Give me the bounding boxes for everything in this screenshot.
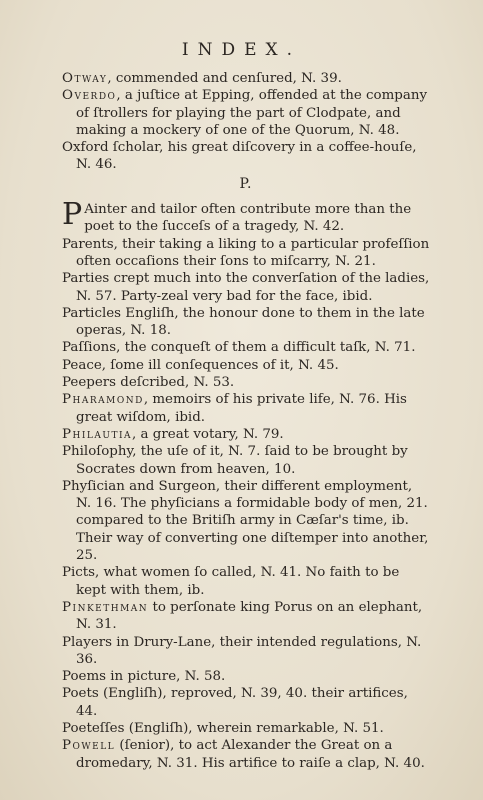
index-entry <box>62 634 430 669</box>
section-letter: P. <box>239 175 253 192</box>
index-entry <box>62 443 430 478</box>
index-entry-text: Poeteſſes (Engliſh), wherein remarkable, N. 51. <box>62 720 384 736</box>
index-entry-headword: Overdo <box>62 88 117 104</box>
index-entry <box>62 478 430 564</box>
index-entry <box>62 668 430 685</box>
index-entry-headword: Powell <box>62 738 116 754</box>
index-entry-text: Ainter and tailor often contribute more than the poet to the ſucceſs of a tragedy, N. 42. <box>84 202 412 235</box>
index-entry <box>62 270 430 305</box>
index-entry-headword: Philautia <box>62 426 133 442</box>
index-entry <box>62 70 430 87</box>
index-entry <box>62 357 430 374</box>
index-entry <box>62 391 430 426</box>
index-entry-text: Parents, their taking a liking to a particular profeſſion often occaſions their ſons to miſcarry, N. 21. <box>62 236 430 269</box>
index-entry <box>62 426 430 443</box>
drop-cap: P <box>62 197 83 233</box>
index-entry-text: Poets (Engliſh), reproved, N. 39, 40. their artifices, 44. <box>62 686 408 719</box>
index-entry-headword: Pharamond <box>62 392 144 408</box>
index-entry <box>62 720 430 737</box>
index-entry-headword: Otway <box>62 71 108 86</box>
index-entry-text: Picts, what women ſo called, N. 41. No faith to be kept with them, ib. <box>62 565 400 598</box>
index-entry-first-p <box>62 197 430 236</box>
index-entry-headword: Pinkethman <box>62 599 149 615</box>
index-entry-text: Players in Drury-Lane, their intended regulations, N. 36. <box>62 634 422 667</box>
index-entry <box>62 374 430 391</box>
index-entry <box>62 685 430 720</box>
index-entry-text: Poems in picture, N. 58. <box>62 669 226 685</box>
index-entry-text: Paſſions, the conqueſt of them a difficult taſk, N. 71. <box>62 340 416 356</box>
index-entry-text: , a great votary, N. 79. <box>132 426 284 442</box>
index-entry <box>62 139 430 174</box>
index-entry-text: , a juſtice at Epping, offended at the company of ſtrollers for playing the part of Clodpate, and making a mockery of one of the Quorum, N. 48. <box>76 88 428 138</box>
index-entry <box>62 87 430 139</box>
index-entry <box>62 236 430 271</box>
index-entries <box>62 70 430 772</box>
index-entry-text: , memoirs of his private life, N. 76. His great wiſdom, ibid. <box>76 392 407 425</box>
index-entry-text: Phyſician and Surgeon, their different employment, N. 16. The phyſicians a formidable body of men, 21. compared to the Britiſh army in Cæſar's time, ib. Their way of converting one diſtemper into another, 25. <box>62 478 429 564</box>
index-entry <box>62 339 430 356</box>
index-entry-text: Oxford ſcholar, his great diſcovery in a coffee-houſe, N. 46. <box>62 140 417 173</box>
entries-after-section <box>62 236 430 772</box>
index-entry <box>62 305 430 340</box>
index-entry-text: Peace, ſome ill conſequences of it, N. 45. <box>62 357 339 373</box>
entries-before-section <box>62 70 430 174</box>
index-entry <box>62 737 430 772</box>
index-entry-text: (ſenior), to act Alexander the Great on a dromedary, N. 31. His artifice to raiſe a clap, N. 40. <box>76 738 425 771</box>
index-entry-text: Philoſophy, the uſe of it, N. 7. ſaid to be brought by Socrates down from heaven, 10. <box>62 444 408 477</box>
index-entry <box>62 599 430 634</box>
index-entry-text: Parties crept much into the converſation of the ladies, N. 57. Party-zeal very bad for the face, ibid. <box>62 271 430 304</box>
page-header: INDEX. <box>181 40 302 60</box>
index-entry-text: , commended and cenſured, N. 39. <box>107 71 342 86</box>
index-entry-text: to perſonate king Porus on an elephant, N. 31. <box>76 599 423 633</box>
index-entry <box>62 564 430 599</box>
index-entry-text: Particles Engliſh, the honour done to them in the late operas, N. 18. <box>62 305 425 339</box>
index-entry-text: Peepers deſcribed, N. 53. <box>62 375 235 391</box>
